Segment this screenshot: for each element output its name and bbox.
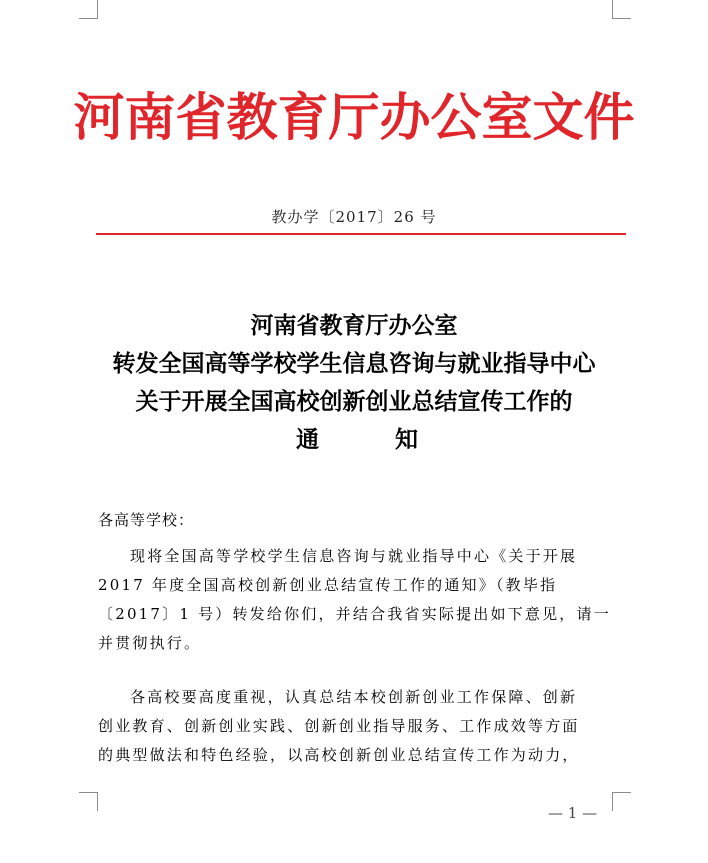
- paragraph-1: [98, 542, 620, 658]
- document-number: 教办学〔2017〕26 号: [271, 208, 437, 226]
- document-title: [0, 307, 708, 459]
- title-notice-char-2: 知: [395, 426, 418, 453]
- salutation: 各高等学校：: [98, 511, 195, 529]
- paragraph-line: 的典型做法和特色经验，以高校创新创业总结宣传工作为动力，: [98, 746, 580, 764]
- paragraph-line: 并贯彻执行。: [98, 634, 202, 652]
- paragraph-line: 〔2017〕1 号）转发给你们，并结合我省实际提出如下意见，请一: [98, 605, 611, 623]
- page-number: — 1 —: [548, 804, 598, 822]
- paragraph-line: 各高校要高度重视，认真总结本校创新创业工作保障、创新: [130, 688, 578, 706]
- title-line-3: 关于开展全国高校创新创业总结宣传工作的: [135, 388, 573, 415]
- title-line-2: 转发全国高等学校学生信息咨询与就业指导中心: [112, 350, 596, 377]
- crop-mark-top-left: [79, 0, 98, 19]
- crop-mark-top-right: [612, 0, 631, 19]
- crop-mark-bottom-left: [79, 792, 98, 811]
- paragraph-line: 创业教育、创新创业实践、创新创业指导服务、工作成效等方面: [98, 717, 580, 735]
- title-notice-char-1: 通: [296, 426, 319, 453]
- document-masthead: 河南省教育厅办公室文件: [73, 88, 635, 148]
- crop-mark-bottom-right: [612, 792, 631, 811]
- red-separator-line: [96, 233, 626, 235]
- title-notice: [0, 421, 708, 459]
- paragraph-line: 2017 年度全国高校创新创业总结宣传工作的通知》（教毕指: [98, 576, 558, 594]
- title-line-1: 河南省教育厅办公室: [250, 312, 458, 339]
- paragraph-2: [98, 683, 620, 770]
- paragraph-line: 现将全国高等学校学生信息咨询与就业指导中心《关于开展: [130, 547, 578, 565]
